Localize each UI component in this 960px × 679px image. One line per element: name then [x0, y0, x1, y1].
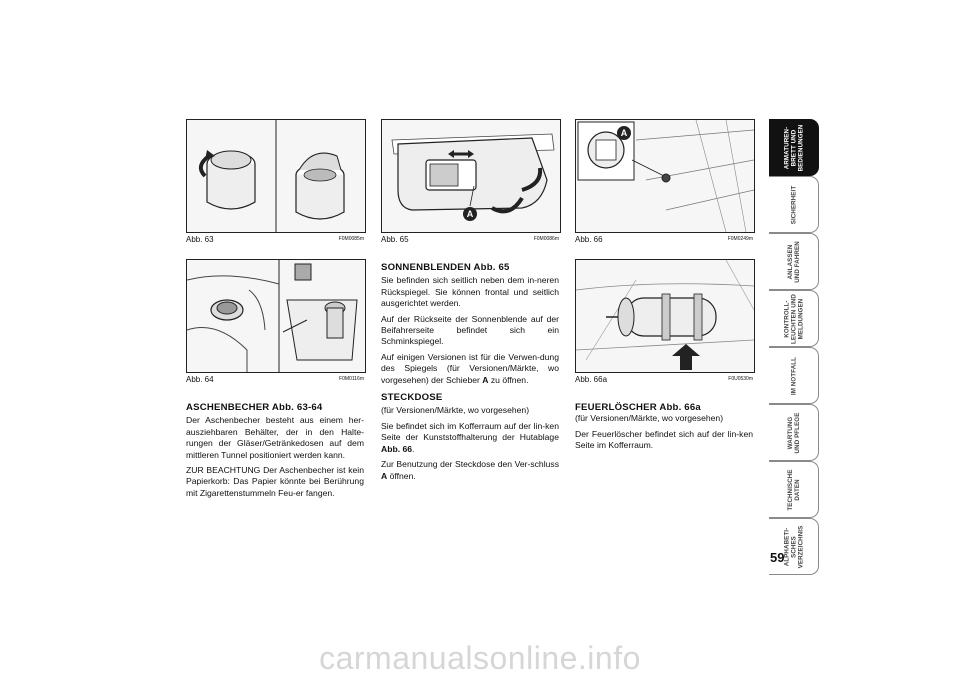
- tab-anlassen[interactable]: ANLASSEN UND FAHREN: [769, 233, 819, 290]
- figure-caption: Abb. 65: [381, 235, 409, 244]
- figure-caption: Abb. 66a: [575, 375, 608, 384]
- tab-armaturenbrett[interactable]: ARMATUREN- BRETT UND BEDIENUNGEN: [769, 119, 819, 176]
- tab-im-notfall[interactable]: IM NOTFALL: [769, 347, 819, 404]
- text-column-ashtray: [186, 402, 364, 503]
- text-column-sun-visor: [381, 262, 559, 486]
- figure-abb-64: [186, 259, 366, 373]
- figure-caption: Abb. 63: [186, 235, 214, 244]
- watermark: carmanualsonline.info: [319, 640, 641, 676]
- figure-caption: Abb. 66: [575, 235, 603, 244]
- figure-abb-63: [186, 119, 366, 233]
- figure-abb-66: [575, 119, 755, 233]
- tab-technische-daten[interactable]: TECHNISCHE DATEN: [769, 461, 819, 518]
- paragraph: Zur Benutzung der Steckdose den Ver-schluss A öffnen.: [381, 459, 559, 481]
- section-heading-fire-extinguisher: FEUERLÖSCHER Abb. 66a: [575, 402, 701, 413]
- tab-sicherheit[interactable]: SICHERHEIT: [769, 176, 819, 233]
- tab-verzeichnis[interactable]: ALPHABETI- SCHES VERZEICHNIS: [769, 518, 819, 575]
- figure-code: F0U0530m: [728, 376, 753, 382]
- fire-extinguisher-illustration: [576, 260, 754, 372]
- paragraph-note: ZUR BEACHTUNG Der Aschenbecher ist kein Papierkorb: Das Papier könnte bei Berührung mit Zigarettenstummeln Feu-er fangen.: [186, 465, 364, 498]
- page-number: 59: [770, 550, 785, 565]
- figure-abb-66a: [575, 259, 755, 373]
- power-socket-illustration: [576, 120, 754, 232]
- paragraph: Auf einigen Versionen ist für die Verwen-dung des Spiegels (für Versionen/Märkte, wo vorgesehen) der Schieber A zu öffnen.: [381, 351, 559, 385]
- paragraph-subtitle: (für Versionen/Märkte, wo vorgesehen): [381, 405, 530, 416]
- section-heading-power-socket: STECKDOSE: [381, 392, 443, 404]
- paragraph: Sie befindet sich im Kofferraum auf der lin-ken Seite der Kunststoffhalterung der Hutablage Abb. 66.: [381, 420, 559, 454]
- paragraph: Der Feuerlöscher befindet sich auf der lin-ken Seite im Kofferraum.: [575, 428, 753, 451]
- console-illustration: [187, 260, 365, 372]
- section-heading-sun-visor: SONNENBLENDEN Abb. 65: [381, 262, 510, 273]
- sun-visor-illustration: [382, 120, 560, 232]
- ashtray-illustration: [187, 120, 365, 232]
- figure-code: F0M0116m: [339, 376, 364, 382]
- figure-code: F0M0085m: [338, 236, 364, 242]
- tab-kontrollleuchten[interactable]: KONTROLL- LEUCHTEN UND MELDUNGEN: [769, 290, 819, 347]
- figure-code: F0M0249m: [727, 236, 753, 242]
- figure-caption: Abb. 64: [186, 375, 214, 384]
- paragraph: Der Aschenbecher besteht aus einem her-ausziehbaren Behälter, der in den Halte-rungen der Gläser/Getränkedosen auf dem mittleren Tunnel positioniert werden kann.: [186, 415, 364, 460]
- paragraph: Auf der Rückseite der Sonnenblende auf der Beifahrerseite befindet sich ein Schminkspiegel.: [381, 313, 559, 347]
- callout-a-label: A: [620, 128, 628, 138]
- paragraph-subtitle: (für Versionen/Märkte, wo vorgesehen): [575, 413, 724, 424]
- section-heading-ashtray: ASCHENBECHER Abb. 63-64: [186, 402, 323, 413]
- tab-wartung[interactable]: WARTUNG UND PFLEGE: [769, 404, 819, 461]
- figure-abb-65: [381, 119, 561, 233]
- figure-code: F0M0086m: [533, 236, 559, 242]
- paragraph: Sie befinden sich seitlich neben dem in-neren Rückspiegel. Sie können frontal und seitlich ausgerichtet werden.: [381, 275, 559, 309]
- callout-a-label: A: [466, 209, 474, 219]
- text-column-fire-extinguisher: [575, 402, 753, 456]
